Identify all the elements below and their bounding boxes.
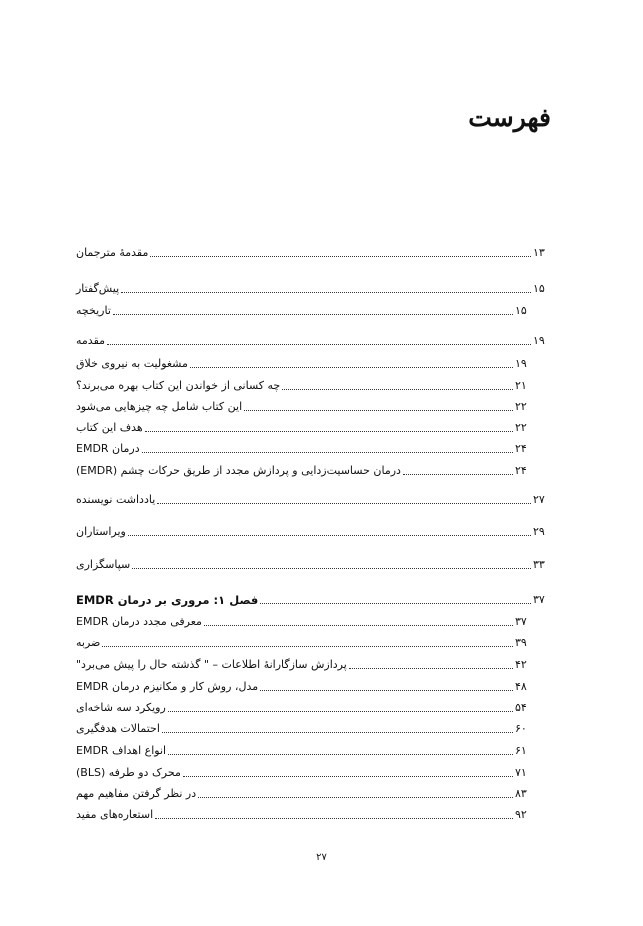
- toc-entry-title: رویکرد سه شاخه‌ای: [76, 701, 166, 714]
- toc-entry-page: ۳۹: [515, 636, 527, 649]
- toc-entry: [76, 462, 551, 478]
- toc-entry: [76, 302, 551, 318]
- dot-leader: [168, 710, 513, 712]
- toc-entry: [76, 591, 551, 607]
- toc-entry-title: مقدمه: [76, 334, 106, 347]
- page-title: فهرست: [468, 103, 551, 132]
- toc-entry: [76, 613, 551, 629]
- toc-entry: [76, 742, 551, 758]
- dot-leader: [204, 624, 513, 626]
- dot-leader: [244, 409, 513, 411]
- dot-leader: [142, 451, 513, 453]
- toc-entry: [76, 491, 551, 507]
- toc-entry-title: سپاسگزاری: [76, 558, 131, 571]
- toc-entry: [76, 355, 551, 371]
- toc-entry: [76, 244, 551, 260]
- toc-entry-page: ۴۲: [515, 658, 527, 671]
- dot-leader: [349, 667, 513, 669]
- dot-leader: [150, 255, 531, 257]
- toc-entry: [76, 440, 551, 456]
- toc-entry-page: ۶۱: [515, 744, 527, 757]
- toc-entry-title: پیش‌گفتار: [76, 282, 120, 295]
- toc-entry-title: این کتاب شامل چه چیزهایی می‌شود: [76, 400, 243, 413]
- dot-leader: [128, 534, 531, 536]
- toc-entry-title: پردازش سازگارانهٔ اطلاعات – " گذشته حال را پیش می‌برد": [76, 658, 347, 671]
- dot-leader: [168, 753, 513, 755]
- toc-entry-page: ۳۷: [533, 593, 545, 606]
- toc-entry-page: ۲۷: [533, 493, 545, 506]
- toc-entry-title: انواع اهداف EMDR: [76, 744, 167, 757]
- dot-leader: [260, 602, 531, 604]
- toc-entry-title: فصل ۱: مروری بر درمان EMDR: [76, 593, 259, 607]
- dot-leader: [132, 567, 531, 569]
- toc-entry: [76, 699, 551, 715]
- toc-entry: [76, 280, 551, 296]
- toc-entry: [76, 764, 551, 780]
- toc-entry-page: ۱۹: [533, 334, 545, 347]
- table-of-contents: [76, 0, 551, 926]
- toc-entry-page: ۱۳: [533, 246, 545, 259]
- toc-entry-page: ۶۰: [515, 722, 527, 735]
- toc-entry-title: درمان EMDR: [76, 442, 140, 455]
- toc-entry-title: معرفی مجدد درمان EMDR: [76, 615, 202, 628]
- toc-entry: [76, 332, 551, 348]
- dot-leader: [157, 502, 531, 504]
- toc-entry: [76, 523, 551, 539]
- dot-leader: [107, 343, 531, 345]
- toc-entry-title: یادداشت نویسنده: [76, 493, 156, 506]
- page-number: ۲۷: [316, 852, 327, 863]
- dot-leader: [155, 817, 513, 819]
- toc-entry-title: تاریخچه: [76, 304, 111, 317]
- toc-entry-title: ویراستاران: [76, 525, 126, 538]
- toc-entry-page: ۲۴: [515, 464, 527, 477]
- dot-leader: [198, 796, 513, 798]
- toc-entry-page: ۲۲: [515, 400, 527, 413]
- toc-entry-page: ۲۴: [515, 442, 527, 455]
- toc-entry-title: مشغولیت به نیروی خلاق: [76, 357, 188, 370]
- toc-entry-page: ۱۵: [515, 304, 527, 317]
- toc-entry-page: ۸۳: [515, 787, 527, 800]
- dot-leader: [282, 388, 513, 390]
- dot-leader: [190, 366, 513, 368]
- toc-entry: [76, 634, 551, 650]
- toc-entry-page: ۲۹: [533, 525, 545, 538]
- dot-leader: [113, 313, 513, 315]
- toc-entry-title: درمان حساسیت‌زدایی و پردازش مجدد از طریق حرکات چشم (EMDR): [76, 464, 401, 477]
- toc-entry-title: احتمالات هدفگیری: [76, 722, 160, 735]
- toc-entry-page: ۷۱: [515, 766, 527, 779]
- toc-entry-page: ۲۲: [515, 421, 527, 434]
- toc-entry: [76, 678, 551, 694]
- dot-leader: [183, 775, 513, 777]
- toc-entry: [76, 377, 551, 393]
- toc-entry-title: مدل، روش کار و مکانیزم درمان EMDR: [76, 680, 259, 693]
- toc-entry-title: در نظر گرفتن مفاهیم مهم: [76, 787, 197, 800]
- dot-leader: [162, 731, 513, 733]
- dot-leader: [260, 689, 513, 691]
- toc-entry-title: مقدمهٔ مترجمان: [76, 246, 149, 259]
- toc-entry: [76, 398, 551, 414]
- toc-entry: [76, 806, 551, 822]
- toc-entry-page: ۳۷: [515, 615, 527, 628]
- toc-entry-title: استعاره‌های مفید: [76, 808, 154, 821]
- toc-entry-page: ۹۲: [515, 808, 527, 821]
- toc-entry-title: ضربه: [76, 636, 101, 649]
- dot-leader: [102, 645, 513, 647]
- toc-entry-page: ۵۴: [515, 701, 527, 714]
- toc-entry: [76, 656, 551, 672]
- toc-entry-title: هدف این کتاب: [76, 421, 143, 434]
- toc-entry-title: چه کسانی از خواندن این کتاب بهره می‌برند؟: [76, 379, 281, 392]
- toc-entry-page: ۱۵: [533, 282, 545, 295]
- toc-entry-page: ۴۸: [515, 680, 527, 693]
- dot-leader: [145, 430, 513, 432]
- toc-entry: [76, 419, 551, 435]
- toc-entry: [76, 785, 551, 801]
- toc-entry-page: ۳۳: [533, 558, 545, 571]
- toc-entry-title: محرک دو طرفه (BLS): [76, 766, 181, 779]
- toc-entry: [76, 720, 551, 736]
- dot-leader: [121, 291, 531, 293]
- toc-entry-page: ۱۹: [515, 357, 527, 370]
- dot-leader: [403, 473, 513, 475]
- toc-entry-page: ۲۱: [515, 379, 527, 392]
- toc-entry: [76, 556, 551, 572]
